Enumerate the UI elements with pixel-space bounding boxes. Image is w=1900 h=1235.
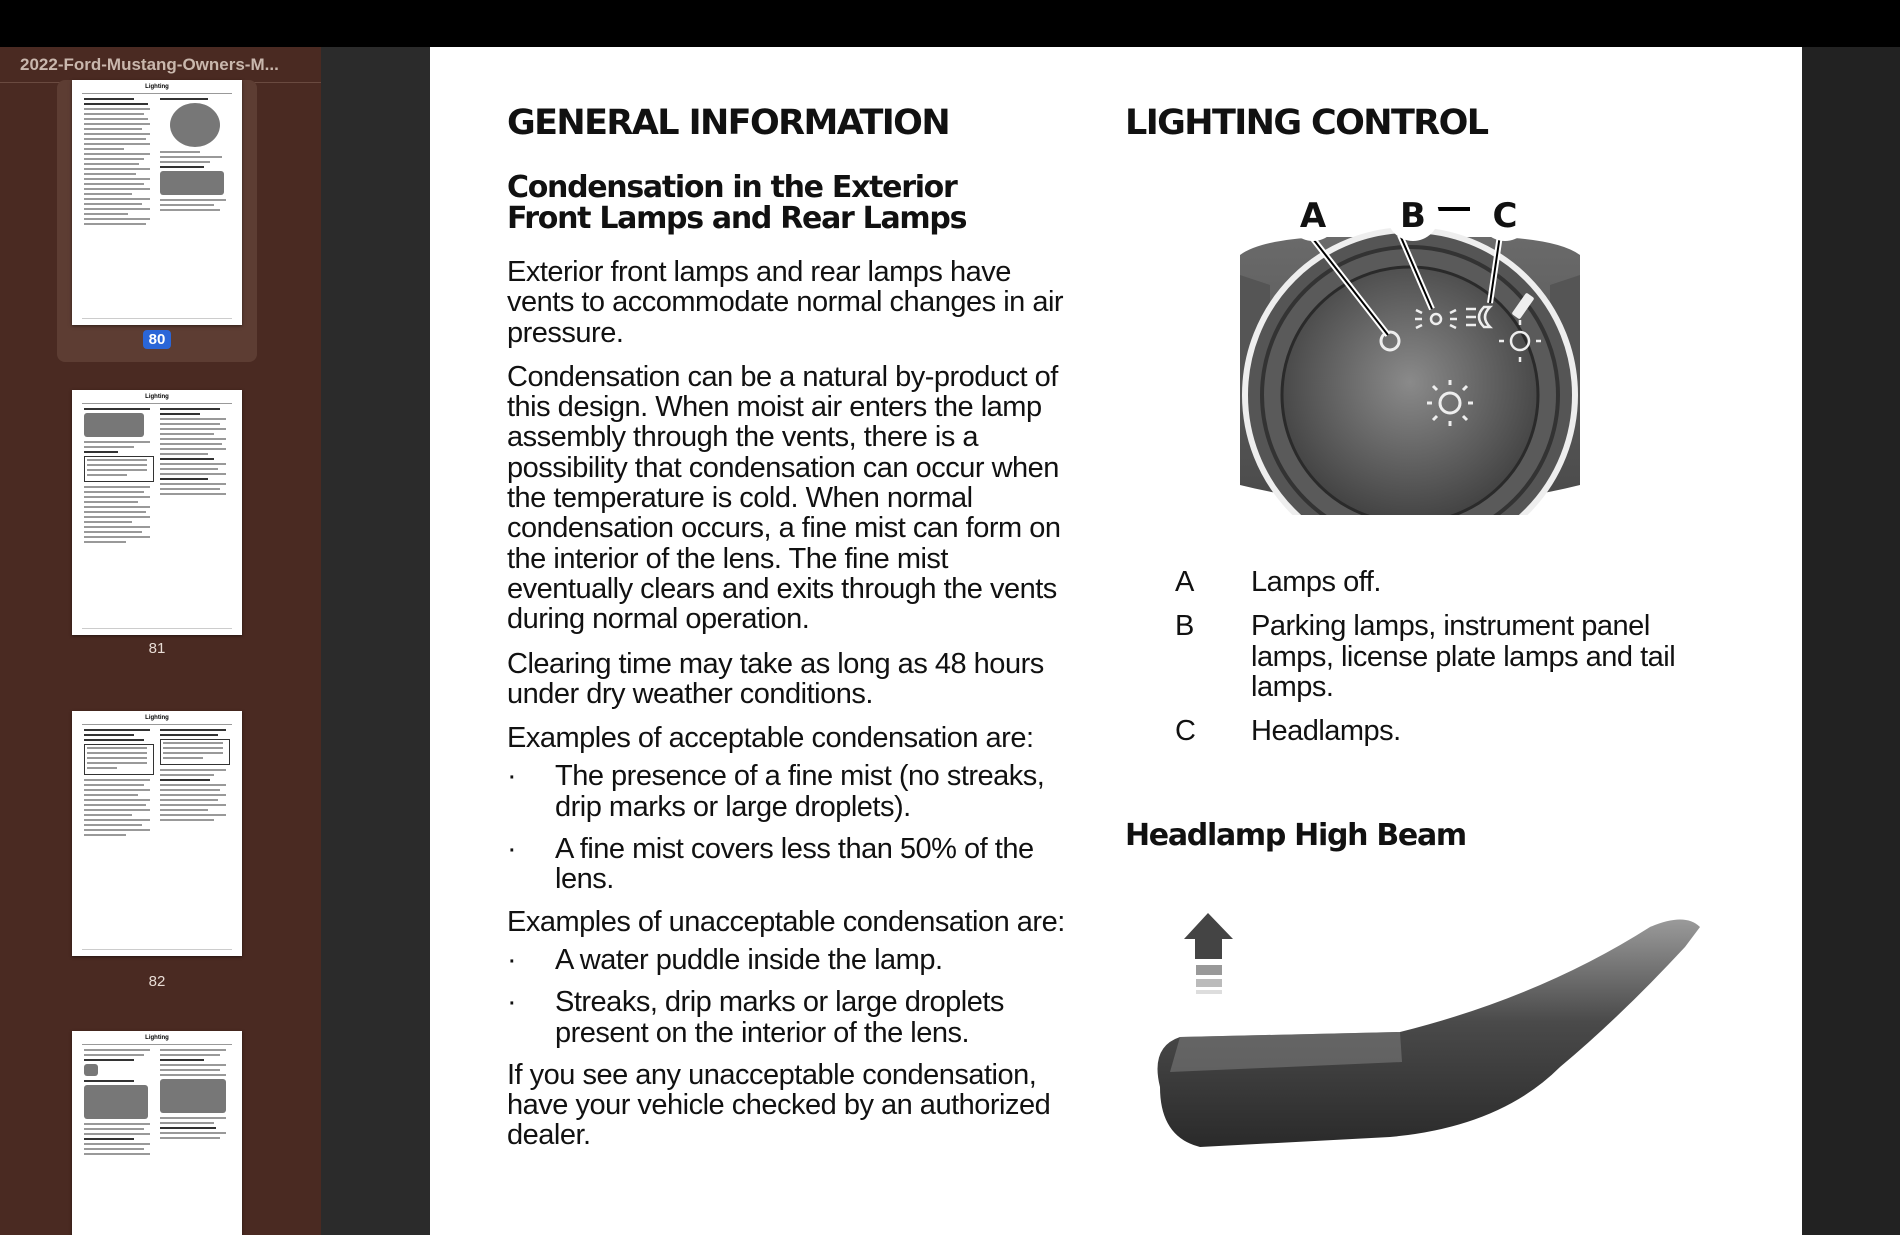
legend-row [1175,611,1735,702]
left-body-text [507,257,1075,1165]
thumbnail-image [72,390,242,635]
lighting-control-heading: LIGHTING CONTROL [1125,103,1488,143]
list-item [507,761,1075,822]
legend-row [1175,716,1735,746]
list-item-text: A water puddle inside the lamp. [555,943,943,976]
dial-legend [1175,567,1735,760]
condensation-subheading: Condensation in the Exterior Front Lamps and Rear Lamps [507,170,967,236]
list-item [507,834,1075,895]
paragraph: Condensation can be a natural by-product of this design. When moist air enters the lamp assembly through the vents, there is a possibility that condensation can occur when the temperature is cold. When normal condensation occurs, a fine mist can form on the interior of the lens. The fine mist eventually clears and exits through the vents during normal operation. [507,360,1061,636]
paragraph: Examples of acceptable condensation are: [507,722,1034,755]
page-number-label: 81 [148,640,166,657]
paragraph: Examples of unacceptable condensation are: [507,905,1065,938]
thumbnail-image [72,80,242,325]
page-number-badge: 80 [143,330,172,349]
general-information-heading: GENERAL INFORMATION [507,103,950,143]
legend-text: Parking lamps, instrument panel lamps, license plate lamps and tail lamps. [1251,610,1676,703]
list-item-text: Streaks, drip marks or large droplets present on the interior of the lens. [555,986,1004,1049]
list-item-text: The presence of a fine mist (no streaks, drip marks or large droplets). [555,760,1045,823]
thumbnail-header: Lighting [145,394,169,400]
thumbnail-image [72,1031,242,1235]
bullet-icon: · [507,760,517,793]
lighting-dial-illustration [1200,185,1620,515]
paragraph: Clearing time may take as long as 48 hours under dry weather conditions. [507,647,1044,710]
list-item-text: A fine mist covers less than 50% of the lens. [555,833,1034,896]
bullet-icon: · [507,943,517,976]
paragraph: If you see any unacceptable condensation, have your vehicle checked by an authorized dealer. [507,1058,1051,1152]
bullet-icon: · [507,986,517,1019]
headlamp-high-beam-heading: Headlamp High Beam [1125,818,1466,853]
dial-label-b: B [1400,196,1426,236]
legend-key: C [1175,715,1196,748]
turn-signal-stalk-illustration [1140,887,1710,1177]
thumbnail-image [72,711,242,956]
thumbnail-sidebar[interactable] [0,47,321,1235]
paragraph: Exterior front lamps and rear lamps have vents to accommodate normal changes in air pressure. [507,256,1064,349]
dial-label-c: C [1492,196,1518,236]
push-arrow-icon [1184,913,1233,994]
legend-key: A [1175,566,1194,598]
stalk-shape [1158,920,1701,1148]
legend-key: B [1175,610,1194,643]
legend-text: Lamps off. [1251,566,1381,598]
window-titlebar [0,0,1900,47]
thumbnail-header: Lighting [145,1035,169,1041]
thumbnail-header: Lighting [145,715,169,721]
list-item [507,945,1075,975]
thumbnail-header: Lighting [145,84,169,90]
document-title: 2022-Ford-Mustang-Owners-M... [20,55,279,74]
legend-text: Headlamps. [1251,715,1401,748]
page-number-label: 82 [148,973,166,990]
list-item [507,987,1075,1048]
bullet-icon: · [507,833,517,866]
page-number-label [57,331,257,348]
legend-row [1175,567,1735,597]
document-page [430,47,1802,1235]
dial-label-a: A [1299,196,1327,236]
viewer-right-margin [1802,47,1900,1235]
